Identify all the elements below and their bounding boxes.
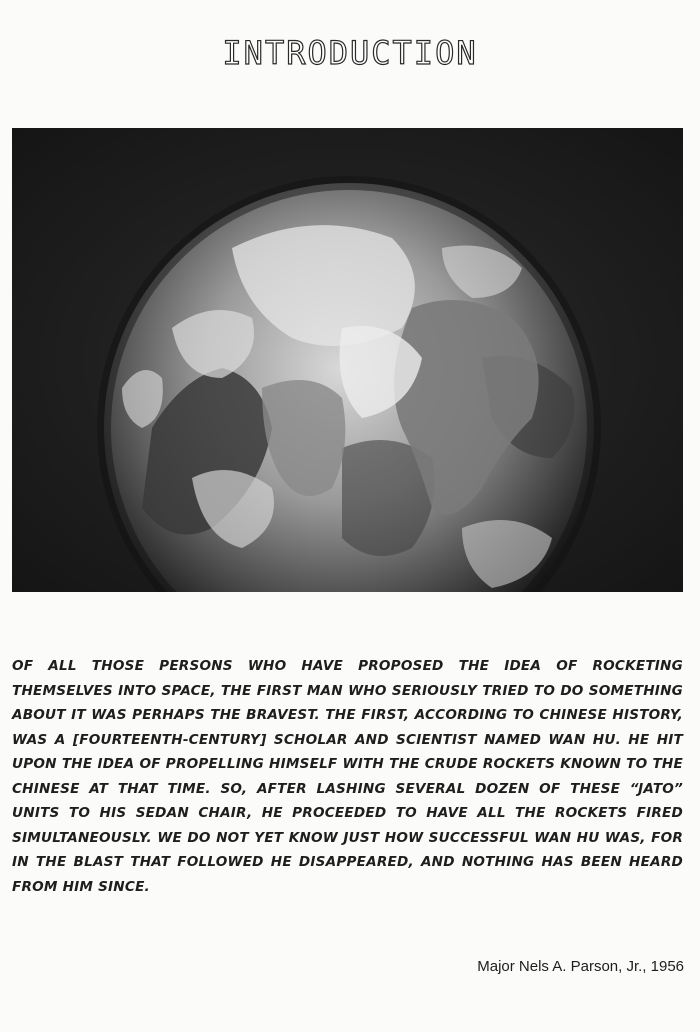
page-title: INTRODUCTION — [222, 34, 478, 72]
quote-attribution: Major Nels A. Parson, Jr., 1956 — [477, 958, 684, 975]
earth-globe-image — [12, 128, 683, 592]
introduction-quote: OF ALL THOSE PERSONS WHO HAVE PROPOSED THE IDEA OF ROCKETING THEMSELVES INTO SPACE, THE FIRST MAN WHO SERIOUSLY TRIED TO DO SOMETHING ABOUT IT WAS PERHAPS THE BRAVEST. THE FIRST, ACCORDING TO CHINESE HISTORY, WAS A [FOURTEENTH-CENTURY] SCHOLAR AND SCIENTIST NAMED WAN HU. HE HIT UPON THE IDEA OF PROPELLING HIMSELF WITH THE CRUDE ROCKETS KNOWN TO THE CHINESE AT THAT TIME. SO, AFTER LASHING SEVERAL DOZEN OF THESE “JATO” UNITS TO HIS SEDAN CHAIR, HE PROCEEDED TO HAVE ALL THE ROCKETS FIRED SIMULTANEOUSLY. WE DO NOT YET KNOW JUST HOW SUCCESSFUL WAN HU WAS, FOR IN THE BLAST THAT FOLLOWED HE DISAPPEARED, AND NOTHING HAS BEEN HEARD FROM HIM SINCE. — [12, 658, 683, 895]
earth-photo — [12, 128, 683, 592]
